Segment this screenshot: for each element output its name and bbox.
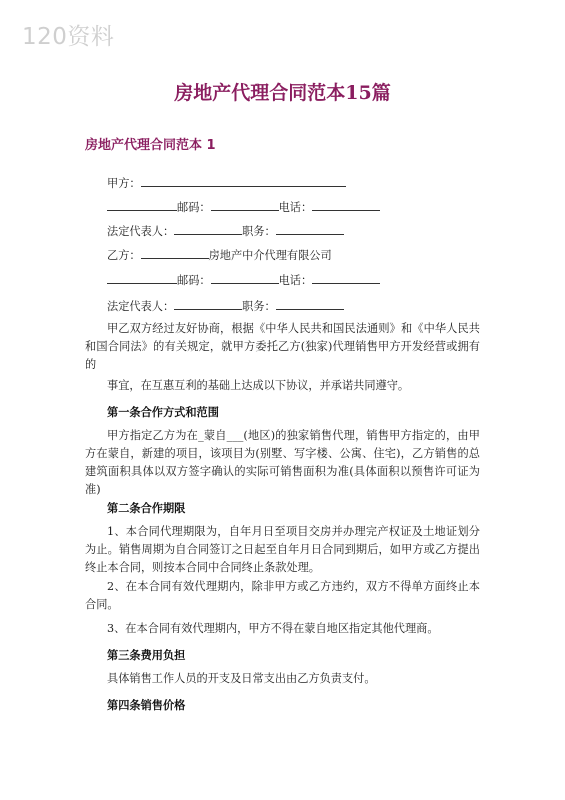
position-label: 职务：: [242, 225, 276, 238]
document-title: 房地产代理合同范本15篇: [174, 82, 391, 104]
article-2-clause-3: 3、在本合同有效代理期内，甲方不得在蒙自地区指定其他代理商。: [107, 622, 439, 635]
article-4-heading: 第四条销售价格: [107, 698, 186, 712]
blank: [107, 272, 177, 284]
article-1-heading: 第一条合作方式和范围: [107, 405, 219, 419]
party-b-company: 房地产中介代理有限公司: [208, 249, 332, 262]
blank: [276, 298, 344, 310]
party-a-label: 甲方：: [107, 177, 141, 190]
blank: [174, 298, 242, 310]
phone-label: 电话：: [278, 201, 313, 214]
preamble-continuation: 事宜，在互惠互利的基础上达成以下协议，并承诺共同遵守。: [107, 379, 410, 392]
watermark: 120资料: [22, 24, 115, 50]
blank: [312, 199, 380, 211]
postcode-label: 邮码：: [177, 201, 211, 214]
blank: [211, 272, 279, 284]
party-a-blank: [141, 175, 346, 187]
postcode-label: 邮码：: [177, 274, 211, 287]
article-2-clause-2: 2、在本合同有效代理期内，除非甲方或乙方违约，双方不得单方面终止本合同。: [85, 580, 480, 611]
preamble-paragraph: 甲乙双方经过友好协商，根据《中华人民共和国民法通则》和《中华人民共和国合同法》的有关规定，就甲方委托乙方(独家)代理销售甲方开发经营或拥有的: [85, 322, 480, 371]
article-2-clause-1: 1、本合同代理期限为，自年月日至项目交房并办理完产权证及土地证划分为止。销售周期为自合同签订之日起至自年月日合同到期后，如甲方或乙方提出终止本合同，则按本合同中合同终止条款处理。: [85, 525, 480, 574]
article-3-heading: 第三条费用负担: [107, 648, 186, 662]
party-b-label: 乙方：: [107, 249, 141, 262]
party-b-contact-line: [107, 272, 380, 286]
blank: [174, 223, 242, 235]
blank: [312, 272, 380, 284]
position-label: 职务：: [242, 300, 276, 313]
section-title: 房地产代理合同范本 1: [85, 138, 216, 153]
party-b-line: [107, 247, 332, 261]
phone-label: 电话：: [278, 274, 313, 287]
party-a-contact-line: [107, 199, 380, 213]
party-b-rep-line: [107, 298, 344, 312]
article-3-text: 具体销售工作人员的开支及日常支出由乙方负责支付。: [107, 672, 376, 685]
legal-rep-label: 法定代表人：: [107, 300, 175, 313]
article-2-heading: 第二条合作期限: [107, 501, 186, 515]
blank: [276, 223, 344, 235]
legal-rep-label: 法定代表人：: [107, 225, 175, 238]
blank: [211, 199, 279, 211]
blank: [107, 199, 177, 211]
party-a-line: [107, 175, 346, 189]
party-a-rep-line: [107, 223, 344, 237]
blank: [141, 247, 209, 259]
article-1-text: 甲方指定乙方为在_蒙自___(地区)的独家销售代理，销售甲方指定的，由甲方在蒙自，新建的项目，该项目为(别墅、写字楼、公寓、住宅)，乙方销售的总建筑面积具体以双方签字确认的实际可销售面积为准(具体面积以预售许可证为准): [85, 429, 480, 496]
